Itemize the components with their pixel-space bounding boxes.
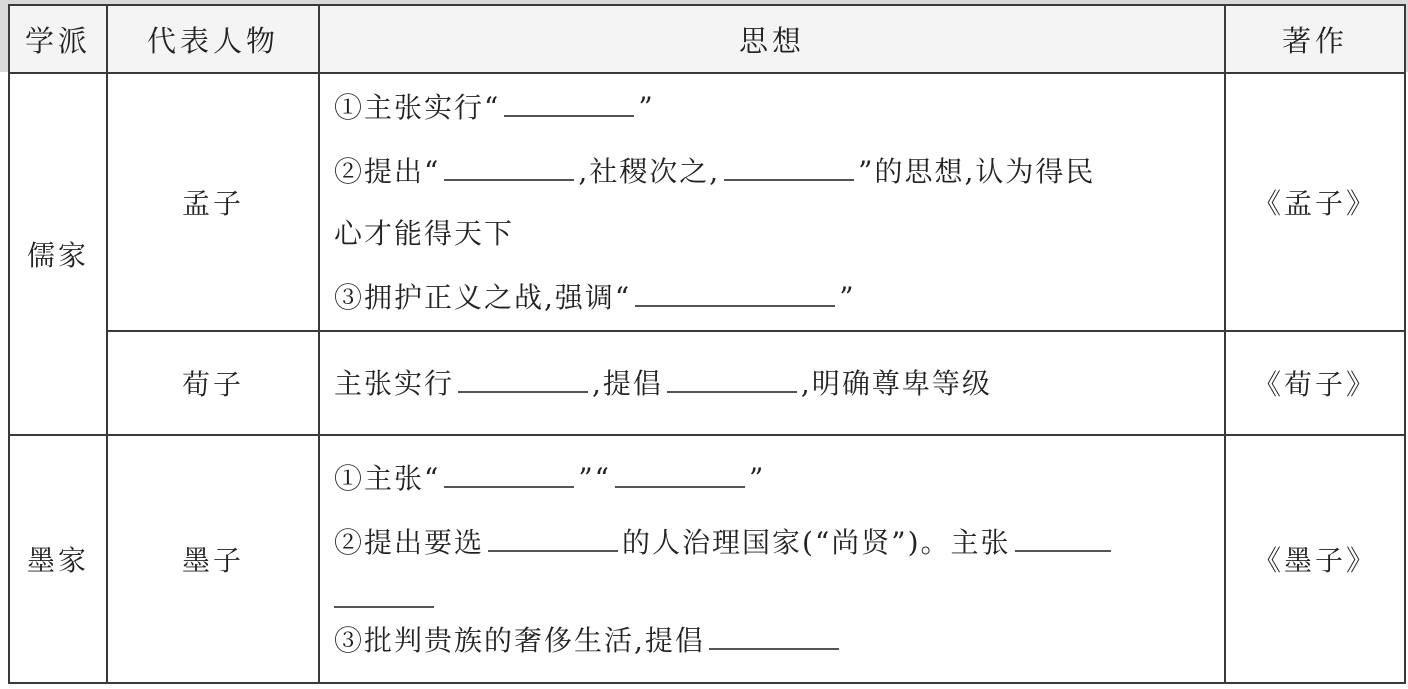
mencius-point-1: ①主张实行“ ” [334,75,1214,139]
fill-blank[interactable] [444,139,574,181]
header-works: 著作 [1225,5,1405,73]
fill-blank[interactable] [615,446,745,488]
thought-cell-xunzi [319,331,1225,435]
fill-blank[interactable] [1015,510,1111,552]
figure-cell-mencius: 孟子 [107,73,319,331]
header-school: 学派 [9,5,107,73]
fill-blank[interactable] [709,608,839,650]
school-cell-mohist: 墨家 [9,435,107,683]
table-row-mozi [9,435,1405,683]
mozi-point-2: ②提出要选 的人治理国家(“尚贤”)。主张 [334,510,1214,574]
table-row-mencius [9,73,1405,331]
school-cell-confucian: 儒家 [9,73,107,435]
fill-blank[interactable] [444,446,574,488]
mozi-point-2-cont [334,574,1214,608]
fill-blank[interactable] [458,351,588,393]
mozi-point-1: ①主张“ ”“ ” [334,446,1214,510]
works-cell-mencius: 《孟子》 [1225,73,1405,331]
fill-blank[interactable] [334,574,434,608]
fill-blank[interactable] [635,265,835,307]
thought-cell-mozi [319,435,1225,683]
fill-blank[interactable] [504,75,634,117]
fill-blank[interactable] [667,351,797,393]
mencius-point-2: ②提出“ ,社稷次之, ”的思想,认为得民 [334,139,1214,203]
table-row-xunzi [9,331,1405,435]
figure-cell-mozi: 墨子 [107,435,319,683]
schools-table [8,4,1406,684]
xunzi-thought: 主张实行 ,提倡 ,明确尊卑等级 [334,351,1214,415]
header-thought: 思想 [319,5,1225,73]
header-row [9,5,1405,73]
mencius-point-2-cont: 心才能得天下 [334,217,515,250]
mozi-point-3: ③批判贵族的奢侈生活,提倡 [334,608,1214,672]
figure-cell-xunzi: 荀子 [107,331,319,435]
fill-blank[interactable] [724,139,854,181]
fill-blank[interactable] [488,510,618,552]
works-cell-xunzi: 《荀子》 [1225,331,1405,435]
header-figure: 代表人物 [107,5,319,73]
thought-cell-mencius [319,73,1225,331]
works-cell-mozi: 《墨子》 [1225,435,1405,683]
mencius-point-3: ③拥护正义之战,强调“ ” [334,265,1214,329]
